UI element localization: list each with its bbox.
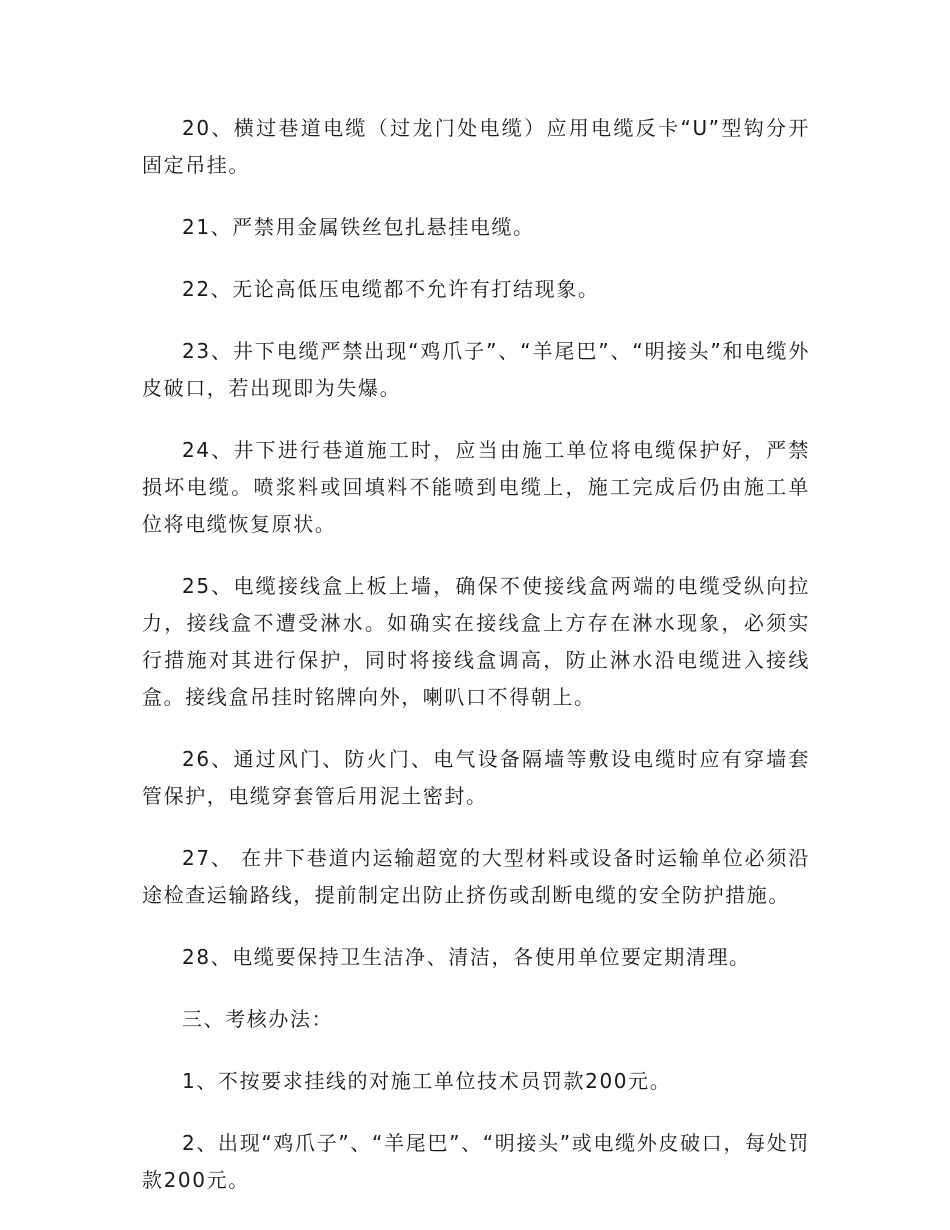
paragraph-23: 23、井下电缆严禁出现“鸡爪子”、“羊尾巴”、“明接头”和电缆外皮破口，若出现即为失爆。 — [142, 339, 810, 400]
paragraph-20: 20、横过巷道电缆（过龙门处电缆）应用电缆反卡“U”型钩分开固定吊挂。 — [142, 116, 810, 177]
paragraph-27: 27、 在井下巷道内运输超宽的大型材料或设备时运输单位必须沿途检查运输路线，提前制定出防止挤伤或刮断电缆的安全防护措施。 — [142, 846, 810, 907]
paragraph-24: 24、井下进行巷道施工时，应当由施工单位将电缆保护好，严禁损坏电缆。喷浆料或回填料不能喷到电缆上，施工完成后仍由施工单位将电缆恢复原状。 — [142, 438, 810, 536]
paragraph-26: 26、通过风门、防火门、电气设备隔墙等敷设电缆时应有穿墙套管保护，电缆穿套管后用泥土密封。 — [142, 747, 810, 808]
penalty-item-1: 1、不按要求挂线的对施工单位技术员罚款200元。 — [182, 1069, 672, 1093]
paragraph-25: 25、电缆接线盒上板上墙，确保不使接线盒两端的电缆受纵向拉力，接线盒不遭受淋水。如确实在接线盒上方存在淋水现象，必须实行措施对其进行保护，同时将接线盒调高，防止淋水沿电缆进入接线盒。接线盒吊挂时铭牌向外，喇叭口不得朝上。 — [142, 574, 810, 709]
document-body — [142, 110, 810, 1224]
section-heading-assessment: 三、考核办法： — [182, 1007, 334, 1031]
paragraph-22: 22、无论高低压电缆都不允许有打结现象。 — [182, 277, 600, 301]
paragraph-28: 28、电缆要保持卫生洁净、清洁，各使用单位要定期清理。 — [182, 945, 751, 969]
paragraph-21: 21、严禁用金属铁丝包扎悬挂电缆。 — [182, 215, 535, 239]
penalty-item-2: 2、出现“鸡爪子”、“羊尾巴”、“明接头”或电缆外皮破口，每处罚款200元。 — [142, 1131, 810, 1192]
